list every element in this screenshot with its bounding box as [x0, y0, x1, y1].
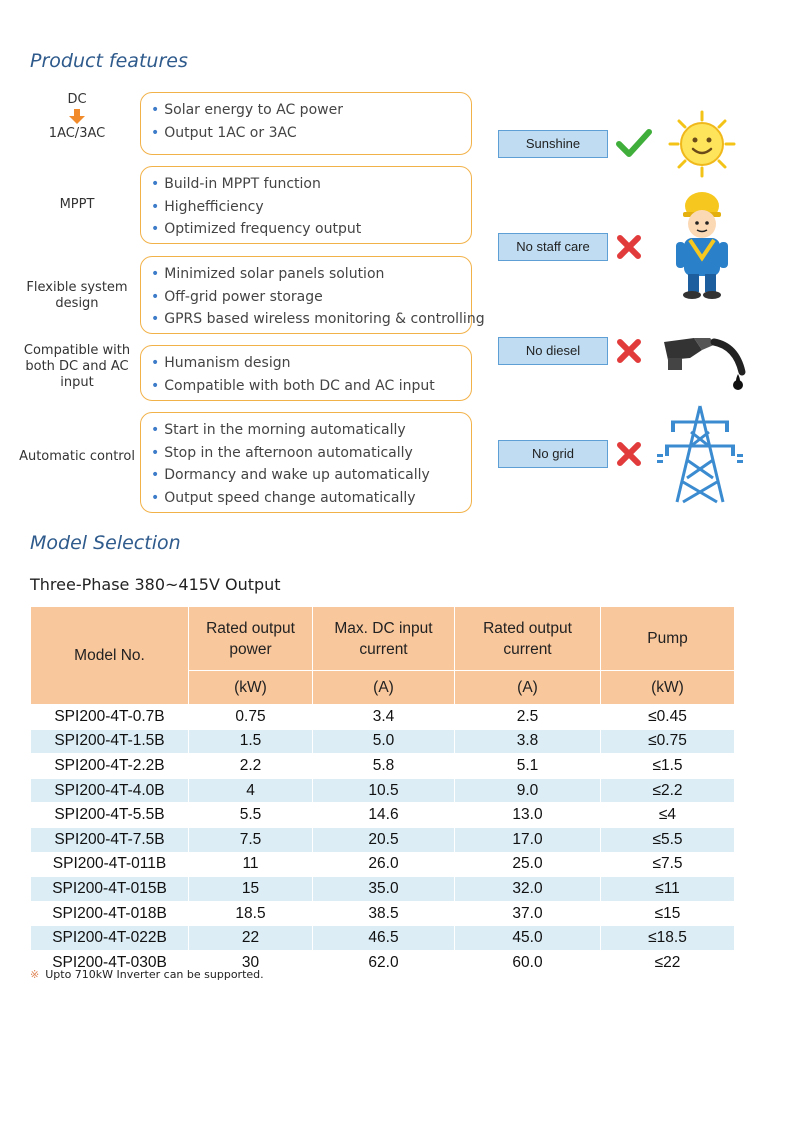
feature-item: • Optimized frequency output: [151, 218, 465, 241]
feature-item: • Output speed change automatically: [151, 487, 465, 510]
cell-dc-input-current: 38.5: [313, 901, 455, 926]
cell-output-current: 17.0: [455, 827, 601, 852]
cell-output-power: 4: [189, 778, 313, 803]
cell-model: SPI200-4T-0.7B: [31, 705, 189, 730]
cell-output-current: 60.0: [455, 950, 601, 975]
feature-box-4: [140, 345, 472, 401]
feature-box-2: [140, 166, 472, 244]
cell-output-power: 30: [189, 950, 313, 975]
cell-output-power: 11: [189, 852, 313, 877]
feature-item: • Build-in MPPT function: [151, 173, 465, 196]
feature-item: • Solar energy to AC power: [151, 99, 465, 122]
unit-a: (A): [455, 671, 601, 705]
header-rated-output-power: Rated output power: [189, 607, 313, 671]
feature-item: • Compatible with both DC and AC input: [151, 375, 465, 398]
cell-model: SPI200-4T-011B: [31, 852, 189, 877]
check-icon: [616, 128, 652, 158]
cell-output-power: 5.5: [189, 803, 313, 828]
cell-dc-input-current: 14.6: [313, 803, 455, 828]
feature-item: • Output 1AC or 3AC: [151, 122, 465, 145]
cell-pump: ≤0.45: [601, 705, 735, 730]
model-selection-title: Model Selection: [30, 532, 181, 554]
cell-pump: ≤2.2: [601, 778, 735, 803]
cell-model: SPI200-4T-7.5B: [31, 827, 189, 852]
cell-output-current: 25.0: [455, 852, 601, 877]
table-row: [31, 778, 735, 803]
tag-no-grid: No grid: [498, 440, 608, 468]
cell-output-power: 18.5: [189, 901, 313, 926]
feature-label-automatic: Automatic control: [19, 449, 135, 464]
feature-label-compatible: Compatible with both DC and AC input: [23, 343, 131, 390]
feature-label-mppt: MPPT: [59, 197, 95, 212]
cell-output-power: 1.5: [189, 729, 313, 754]
table-row: [31, 754, 735, 779]
cell-output-current: 5.1: [455, 754, 601, 779]
cell-output-current: 45.0: [455, 926, 601, 951]
cell-model: SPI200-4T-030B: [31, 950, 189, 975]
table-subtitle: Three-Phase 380~415V Output: [30, 575, 281, 594]
cell-output-power: 22: [189, 926, 313, 951]
cross-icon: [616, 234, 642, 260]
header-pump: Pump: [601, 607, 735, 671]
fuel-nozzle-icon: [658, 328, 748, 392]
cell-dc-input-current: 26.0: [313, 852, 455, 877]
sun-icon: [668, 110, 736, 178]
feature-box-5: [140, 412, 472, 513]
feature-item: • Humanism design: [151, 352, 465, 375]
cell-dc-input-current: 5.8: [313, 754, 455, 779]
model-table: [30, 606, 735, 976]
feature-label-flexible: Flexible system design: [26, 280, 128, 311]
table-row: [31, 852, 735, 877]
feature-item: • Stop in the afternoon automatically: [151, 442, 465, 465]
cell-model: SPI200-4T-022B: [31, 926, 189, 951]
cell-output-current: 9.0: [455, 778, 601, 803]
feature-item: • Off-grid power storage: [151, 286, 465, 309]
cell-pump: ≤15: [601, 901, 735, 926]
arrow-down-icon: [68, 109, 86, 125]
feature-item: • Start in the morning automatically: [151, 419, 465, 442]
feature-box-1: [140, 92, 472, 155]
cell-dc-input-current: 35.0: [313, 877, 455, 902]
table-row: [31, 729, 735, 754]
cell-model: SPI200-4T-1.5B: [31, 729, 189, 754]
cell-pump: ≤0.75: [601, 729, 735, 754]
table-row: [31, 827, 735, 852]
feature-item: • GPRS based wireless monitoring & controlling: [151, 308, 465, 331]
feature-item: • Dormancy and wake up automatically: [151, 464, 465, 487]
cell-dc-input-current: 10.5: [313, 778, 455, 803]
footnote: [30, 968, 264, 981]
tag-sunshine: Sunshine: [498, 130, 608, 158]
header-max-dc-input-current: Max. DC input current: [313, 607, 455, 671]
tag-no-diesel: No diesel: [498, 337, 608, 365]
feature-label-ac: 1AC/3AC: [48, 126, 106, 141]
cell-model: SPI200-4T-015B: [31, 877, 189, 902]
cell-output-power: 0.75: [189, 705, 313, 730]
cell-pump: ≤4: [601, 803, 735, 828]
table-row: [31, 705, 735, 730]
cell-pump: ≤11: [601, 877, 735, 902]
header-rated-output-current: Rated output current: [455, 607, 601, 671]
note-symbol: ※: [30, 968, 40, 981]
header-model-no: Model No.: [31, 607, 189, 705]
worker-icon: [670, 188, 734, 300]
feature-item: • Minimized solar panels solution: [151, 263, 465, 286]
cell-output-current: 13.0: [455, 803, 601, 828]
cell-output-power: 2.2: [189, 754, 313, 779]
tag-no-staff-care: No staff care: [498, 233, 608, 261]
feature-item: • Highefficiency: [151, 196, 465, 219]
cell-output-current: 2.5: [455, 705, 601, 730]
table-row: [31, 901, 735, 926]
cell-dc-input-current: 5.0: [313, 729, 455, 754]
cell-dc-input-current: 46.5: [313, 926, 455, 951]
cell-output-current: 3.8: [455, 729, 601, 754]
cell-pump: ≤1.5: [601, 754, 735, 779]
power-tower-icon: [657, 402, 743, 504]
cell-dc-input-current: 20.5: [313, 827, 455, 852]
feature-box-3: [140, 256, 485, 334]
cell-pump: ≤7.5: [601, 852, 735, 877]
unit-a: (A): [313, 671, 455, 705]
cell-model: SPI200-4T-018B: [31, 901, 189, 926]
cell-output-current: 32.0: [455, 877, 601, 902]
cross-icon: [616, 338, 642, 364]
cell-model: SPI200-4T-5.5B: [31, 803, 189, 828]
cell-model: SPI200-4T-4.0B: [31, 778, 189, 803]
table-row: [31, 803, 735, 828]
cell-output-power: 7.5: [189, 827, 313, 852]
product-features-title: Product features: [30, 50, 188, 72]
cell-model: SPI200-4T-2.2B: [31, 754, 189, 779]
feature-label-dc: DC: [67, 92, 87, 107]
table-row: [31, 877, 735, 902]
table-row: [31, 926, 735, 951]
cell-output-power: 15: [189, 877, 313, 902]
unit-kw: (kW): [189, 671, 313, 705]
cell-output-current: 37.0: [455, 901, 601, 926]
cell-dc-input-current: 3.4: [313, 705, 455, 730]
unit-kw: (kW): [601, 671, 735, 705]
cell-pump: ≤18.5: [601, 926, 735, 951]
cell-dc-input-current: 62.0: [313, 950, 455, 975]
footnote-text: Upto 710kW Inverter can be supported.: [45, 968, 264, 981]
cell-pump: ≤22: [601, 950, 735, 975]
cross-icon: [616, 441, 642, 467]
feature-label-dc-ac: [18, 92, 136, 142]
cell-pump: ≤5.5: [601, 827, 735, 852]
